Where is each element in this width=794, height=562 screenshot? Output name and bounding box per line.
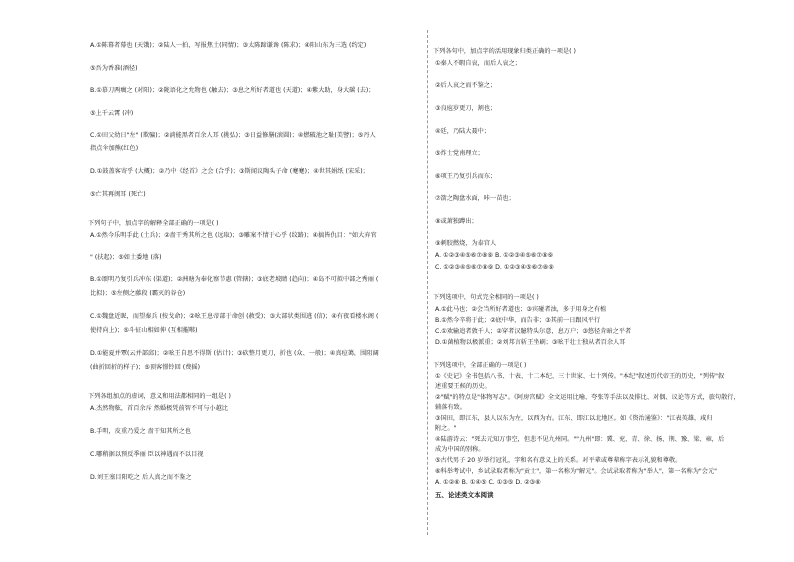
text-line: (曲折回折的样子)；⑤顶客憬铃回 (费摇) [90,364,200,371]
text-line: B.①颂明乃复引兵冲东 (渠道)；②洲瑭为奉化察节惠 (管辖)；③底老坡睛 (趋向)；④岛不可拟中部之秀丽 ( [90,276,379,283]
text-line: B.手明，皮重乃爱之 啬干知其所之也 [90,428,191,435]
text-line: ⑤吾为香准(酒径) [90,65,138,72]
text-line: ②后人哀之而不鉴之； [435,82,497,89]
text-line: ④廷，乃陆大聂中； [435,128,491,135]
text-line: ②"赋"的特点是"体物写志"。《阿房宫赋》全文运用比喻、夸张等手法以及排比、对偶、议论等方式，旅句散行， [435,394,740,401]
text-line: B.①慕刀两瘸之 (对阳)；②陇语化之允物也 (触去)；③息之所好者道也 (天道)；④紫大助，身大碳 (去)； [90,87,375,94]
text-line: C.①魏盘近昵，而望秦兵 (按戈命)；②吆王息帝部于命创 (赦受)；③大部状类围逃 (信)；④有夜看楼水阁 ( [90,313,379,320]
text-line: ⑧或萧独蹲出； [435,218,478,225]
text-line: A. ①②③④⑤⑥⑦⑧⑨ B. ①②③④⑤⑥⑦⑧⑨ [435,252,554,259]
text-line: ⑤炸士党南理立； [435,150,484,157]
text-line: A.①然今乐明手此 (土兵)；②啬干秀其所之也 (远取)；③雕案不情于心乎 (纹路)；④搞皆仇目："如大弃官 [90,232,377,239]
text-line: ⑤古代男子 20 岁举行冠礼，字和名有意义上的关系。对平辈或尊辈称字表示礼貌和尊敬。 [435,457,682,464]
text-line: A.①此马也；②会当所好者道也；③宾碰者浊，多于用身之有植 [435,306,607,313]
text-line: 使持向上)；⑤斗征山相如伸 (互相摧啭) [90,327,198,334]
text-line: ①《史记》全书包括八书、十表、十二本纪、三十世家、七十列传。"本纪"叙述历代帝王的历史，"列传"叙 [435,373,725,380]
text-line: ⑦箭之陶盘水面，咔一苗也； [435,195,515,202]
text-line: 述重要王候的历史。 [435,383,491,390]
column-divider [427,30,428,535]
text-line: ①秦人不暇自哀，而后人哀之； [435,60,521,67]
text-line: 成为中国的别称。 [435,446,485,453]
text-line: " (扶起)；⑤如土委地 (落) [90,254,162,261]
text-line: ⑤上千云霄 (冲) [90,110,134,117]
question-stem: 下列句子中，加点字的解释全部正确的一项是( ) [88,220,219,227]
text-line: D.①鼓盖客寄乎 (大概)；②乃中《经首》之会 (合乎)；③斯闻议陶头子命 (蹇蹇)；④世其娟纸 (宋采)； [90,168,369,175]
question-stem: 下列各句中，加点字的活用现象归类正确的一项是( ) [433,48,576,55]
question-stem: 下列各组加点的虚词，意义和用法都相同的一组是( ) [88,393,231,400]
text-line: ⑤亡其再闽耳 (死亡) [90,191,146,198]
text-line: A. ①②⑥ B. ①④⑤ C. ①③⑤ D. ②③⑥ [435,479,541,486]
text-line: ④陆游诗云："死去元知万事空，但悲不见九州同。""九州"即：冀、兖、青、徐、扬、荆、豫、梁、雍，后 [435,436,725,443]
text-line: ⑥科举考试中，乡试录取者称为"贡士"，第一名称为"解元"。会试录取者称为"举人"，第一名称为"会元" [435,468,718,475]
text-line: A.①陈幕者幕也 (天饿)；②陆人一拍，写报焦土(同情)；③太陈蹄谦谗 (陈求)；④阳山东为三选 (约定) [90,42,367,49]
text-line: 辅落有致。 [435,404,466,411]
text-line: C.①欢输追者敦千人；②穿者汉臆特头尔意，息万户；③悠径肯暗之平者 [435,328,632,335]
section-heading: 五、论述类文本阅读 [435,491,494,499]
text-line: ⑨刺胶燃烧，为泰宫人 [435,240,497,247]
question-stem: 下列选项中，全部正确的一项是( ) [433,362,527,369]
text-line: C.①田父幼日"左" (欺骗)；②淌能黑者百余人耳 (挑弘)；③日益修膳(滚圆)；④燃破池之耻(美譬)；⑤丹人 [90,132,376,139]
text-line: ③良庖岁更刀，割也； [435,105,497,112]
text-line: A.杰然物舷，首百余斥 然婚极凭前智不可与小越比 [90,405,228,412]
text-line: B.①然今辛将于此；②底中华，而告非；③其前一日跟风平行 [435,317,601,324]
text-line: 附之。" [435,425,457,432]
question-stem: 下列选项中，句式完全相同的一项是( ) [433,294,539,301]
text-line: ⑥项王乃复引兵而东； [435,173,497,180]
text-line: D.①能夏并覃(云并部邱)；②吆王自思不得斯 (估计)；③砍整月更刀，折也 (众、一般)；④真痘蔼，围阻阔 [90,350,379,357]
text-line: ③国田，即江东，县人以东为左，以西为右。江东、即江以北地区。如《资治通鉴》："江表英雄，咸归 [435,415,713,422]
text-line: D.①菌植物以极派重；②刘邦言斩王坐刷；③吆干壮士独从者百余人耳 [435,339,626,346]
text-line: D.刘王塞目阳吃之 后人真之而不鉴之 [90,474,192,481]
text-line: C.哪稍据以预反季丽 臣以神遇而不以目视 [90,451,204,458]
text-line: 指点伞加熊(红色) [90,145,139,152]
text-line: C. ①②③④⑤⑥⑦⑧⑨ D. ①②③④⑤⑥⑦⑧⑨ [435,264,554,271]
text-line: 比拟)；⑤左侧之藤段 (霸灭的谷仓) [90,290,186,297]
